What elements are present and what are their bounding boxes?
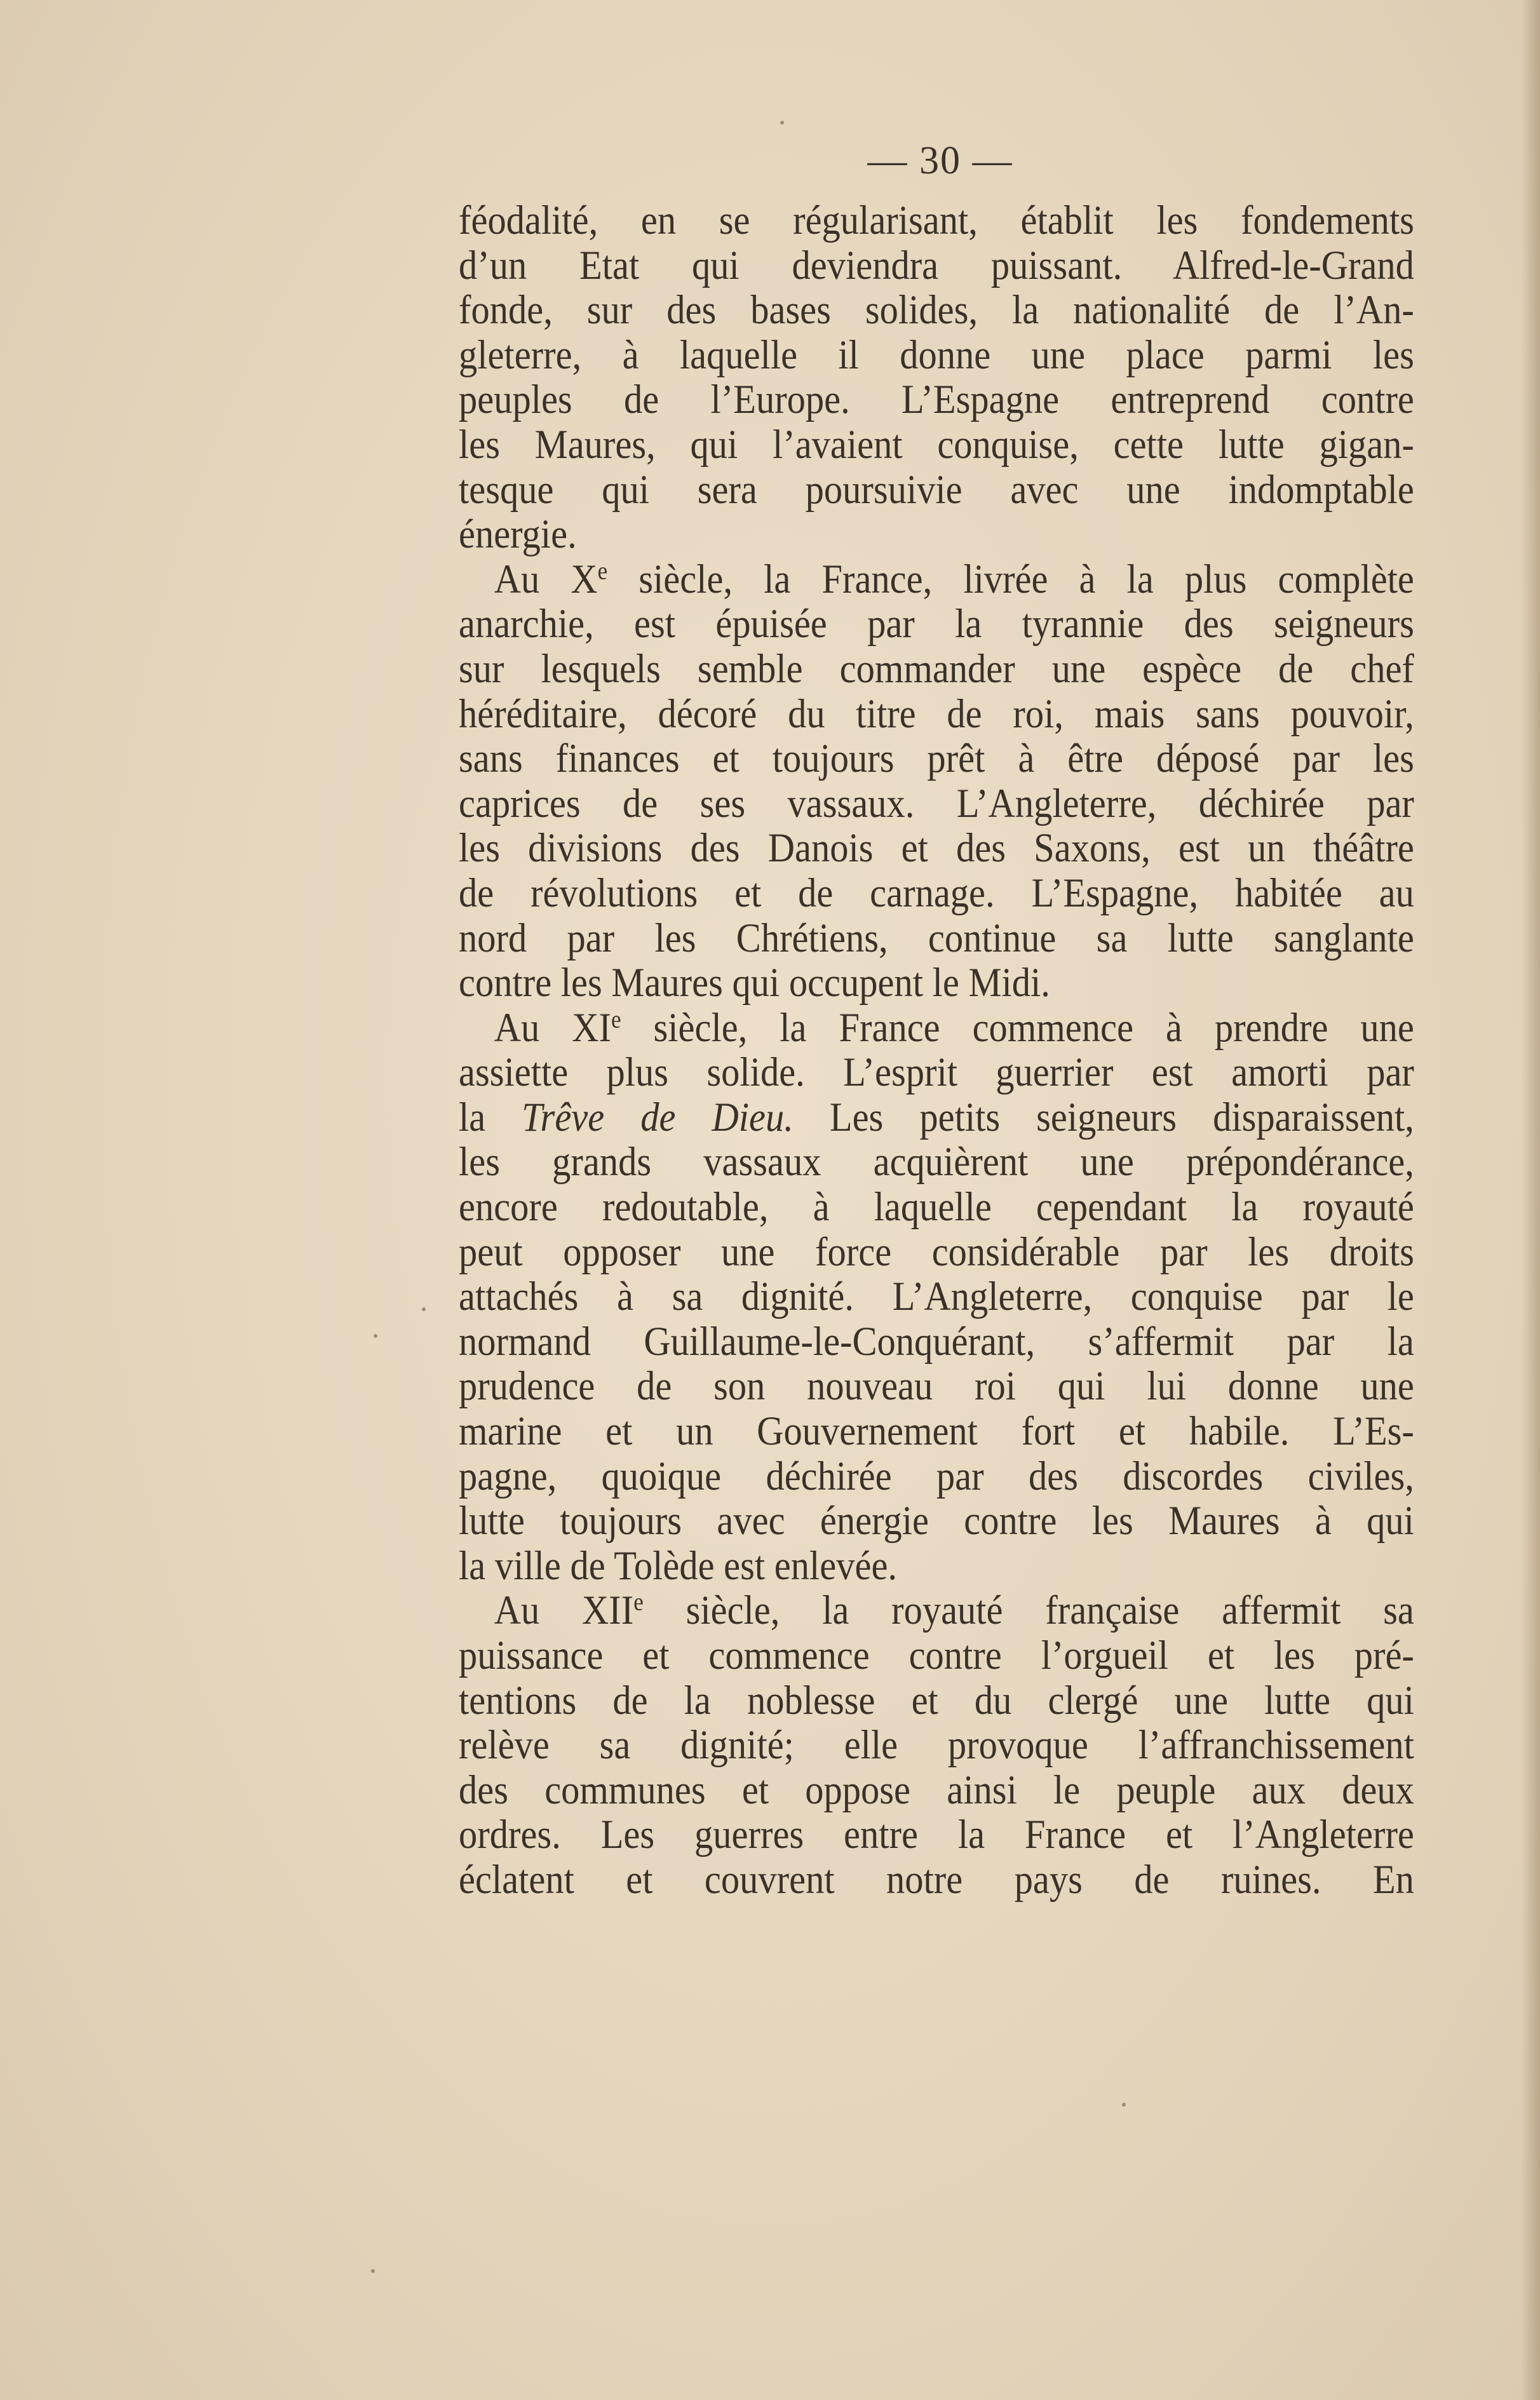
text-line: les grands vassaux acquièrent une prépondérance,: [459, 1139, 1414, 1185]
body-text: [459, 198, 1414, 1903]
paragraph-2: [459, 557, 1414, 1006]
text-line: sur lesquels semble commander une espèce de chef: [459, 645, 1414, 692]
text-line: contre les Maures qui occupent le Midi.: [459, 960, 1050, 1006]
century-prefix: Au XI: [494, 1004, 611, 1051]
text-line: pagne, quoique déchirée par des discordes civiles,: [459, 1453, 1414, 1499]
text-line: peut opposer une force considérable par les droits: [459, 1229, 1414, 1275]
paragraph-4: [459, 1588, 1414, 1902]
text-line: encore redoutable, à laquelle cependant la royauté: [459, 1184, 1414, 1230]
text-line: [459, 1006, 1414, 1051]
text-line: d’un Etat qui deviendra puissant. Alfred-le-Grand: [459, 242, 1414, 288]
text-line: [459, 1095, 1414, 1140]
line-rest: siècle, la France, livrée à la plus complète: [607, 556, 1414, 602]
text-line: les divisions des Danois et des Saxons, est un théâtre: [459, 825, 1414, 872]
scan-speck: [371, 2269, 375, 2273]
text-line: [459, 1588, 1414, 1633]
text-line: éclatent et couvrent notre pays de ruines. En: [459, 1856, 1414, 1903]
text-line: nord par les Chrétiens, continue sa lutte sanglante: [459, 915, 1414, 961]
line-start: la: [459, 1094, 522, 1140]
scan-speck: [422, 1307, 426, 1311]
text-line: prudence de son nouveau roi qui lui donne une: [459, 1363, 1414, 1410]
text-line: anarchie, est épuisée par la tyrannie des seigneurs: [459, 601, 1414, 647]
scan-speck: [374, 1334, 377, 1338]
paragraph-1: [459, 198, 1414, 557]
century-superscript: e: [633, 1588, 644, 1616]
text-line: [459, 557, 1414, 602]
scan-speck: [1122, 2103, 1126, 2107]
text-line: relève sa dignité; elle provoque l’affranchissement: [459, 1722, 1414, 1769]
paragraph-3: [459, 1006, 1414, 1589]
text-line: énergie.: [459, 511, 577, 558]
text-line: puissance et commence contre l’orgueil et les pré-: [459, 1633, 1414, 1678]
text-line: héréditaire, décoré du titre de roi, mais sans pouvoir,: [459, 691, 1414, 737]
text-line: attachés à sa dignité. L’Angleterre, conquise par le: [459, 1274, 1414, 1320]
century-superscript: e: [597, 557, 608, 585]
century-prefix: Au XII: [494, 1588, 634, 1634]
text-line: normand Guillaume-le-Conquérant, s’affermit par la: [459, 1318, 1414, 1365]
text-line: la ville de Tolède est enlevée.: [459, 1542, 898, 1589]
text-line: ordres. Les guerres entre la France et l’Angleterre: [459, 1812, 1414, 1858]
italic-phrase: Trêve de Dieu.: [522, 1094, 794, 1140]
text-line: marine et un Gouvernement fort et habile. L’Es-: [459, 1408, 1414, 1455]
text-line: assiette plus solide. L’esprit guerrier est amorti par: [459, 1049, 1414, 1096]
line-end: Les petits seigneurs disparaissent,: [793, 1094, 1414, 1140]
text-line: féodalité, en se régularisant, établit les fondements: [459, 198, 1414, 243]
scan-speck: [780, 121, 784, 125]
text-line: lutte toujours avec énergie contre les Maures à qui: [459, 1498, 1414, 1544]
century-superscript: e: [611, 1006, 621, 1034]
text-line: caprices de ses vassaux. L’Angleterre, déchirée par: [459, 780, 1414, 826]
text-line: gleterre, à laquelle il donne une place parmi les: [459, 332, 1414, 378]
line-rest: siècle, la royauté française affermit sa: [643, 1588, 1414, 1634]
page-number: — 30 —: [867, 139, 1013, 182]
text-line: sans finances et toujours prêt à être déposé par les: [459, 736, 1414, 782]
line-rest: siècle, la France commence à prendre une: [621, 1004, 1414, 1051]
text-line: les Maures, qui l’avaient conquise, cette lutte gigan-: [459, 421, 1414, 468]
text-line: des communes et oppose ainsi le peuple aux deux: [459, 1767, 1414, 1813]
century-prefix: Au X: [494, 556, 598, 602]
page-edge-shadow: [1521, 0, 1540, 2400]
text-line: peuples de l’Europe. L’Espagne entreprend contre: [459, 377, 1414, 423]
text-line: de révolutions et de carnage. L’Espagne, habitée au: [459, 870, 1414, 916]
text-line: tentions de la noblesse et du clergé une lutte qui: [459, 1677, 1414, 1723]
text-line: fonde, sur des bases solides, la nationalité de l’An-: [459, 287, 1414, 334]
text-line: tesque qui sera poursuivie avec une indomptable: [459, 466, 1414, 513]
